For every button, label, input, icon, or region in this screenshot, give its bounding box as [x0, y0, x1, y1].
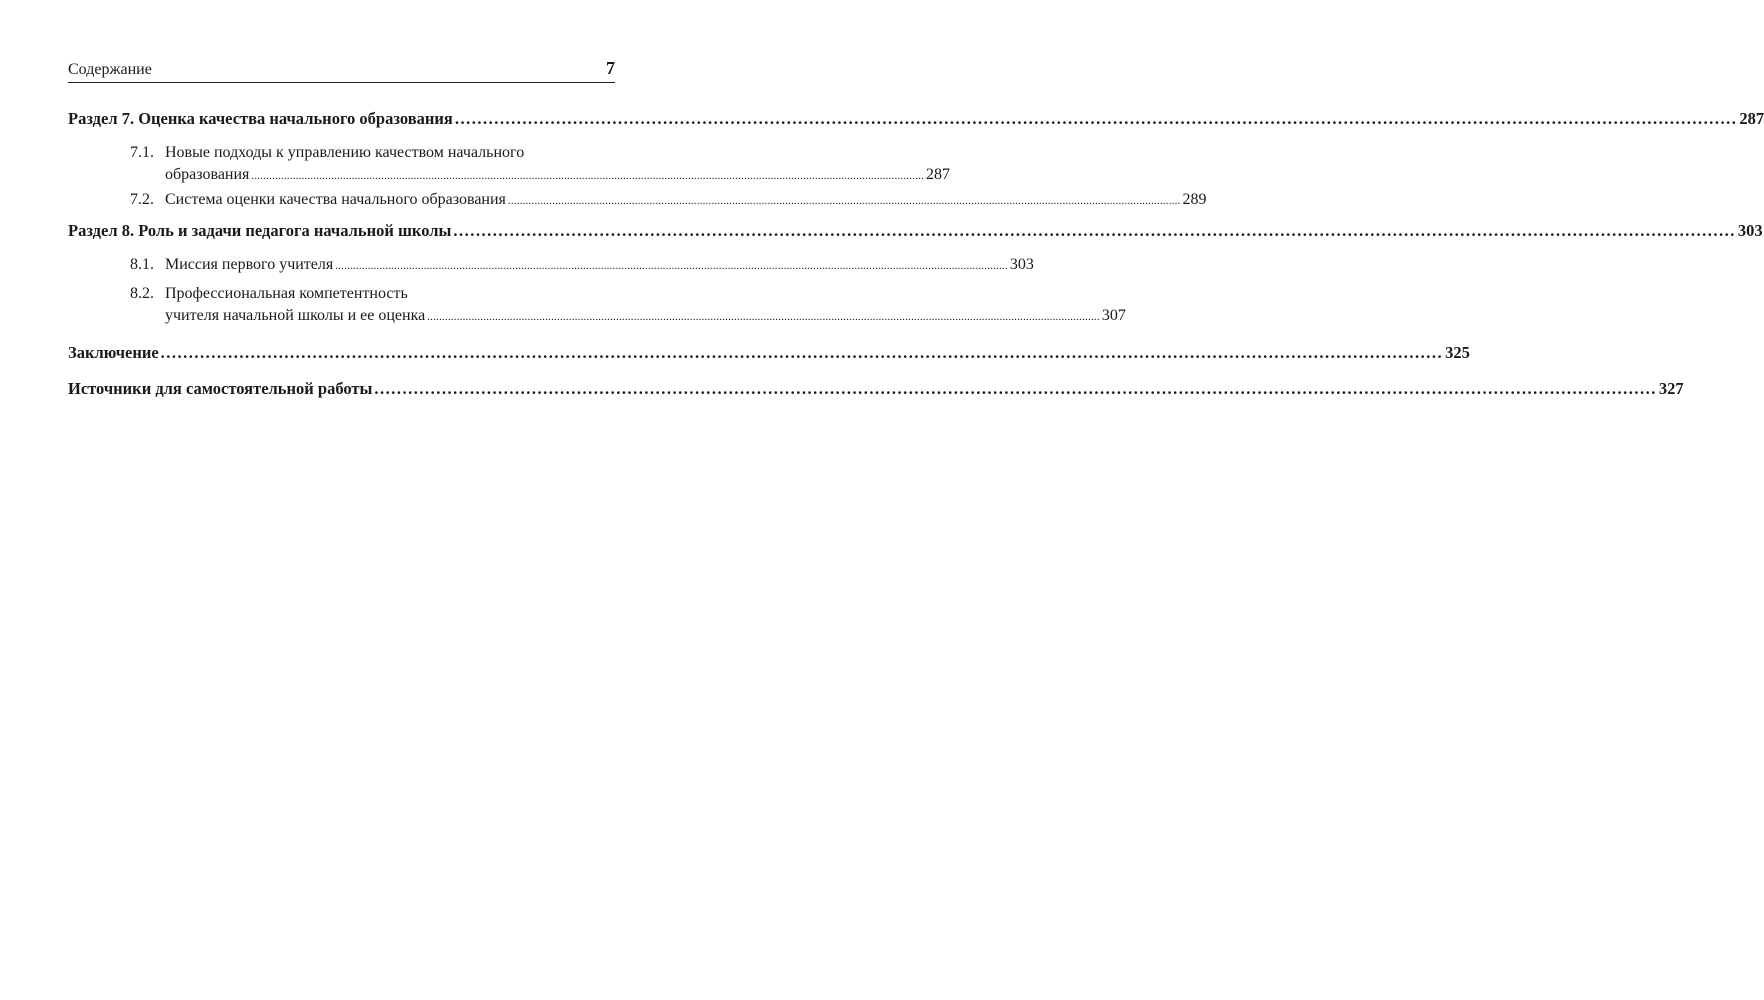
toc-page-number: 289	[1182, 191, 1207, 208]
toc-section-8[interactable]	[68, 220, 1763, 242]
leader-dots	[161, 342, 1444, 364]
toc-page-number: 325	[1445, 343, 1470, 362]
toc-item-8-2[interactable]	[68, 283, 1126, 328]
toc-item-number: 8.2.	[130, 285, 154, 302]
toc-section-title: Заключение	[68, 343, 159, 362]
leader-dots	[251, 165, 924, 187]
toc-item-title: Система оценки качества начального образования	[165, 191, 506, 208]
toc-conclusion[interactable]	[68, 342, 1470, 364]
toc-item-number: 7.1.	[130, 144, 154, 161]
toc-item-title: Миссия первого учителя	[165, 256, 334, 273]
toc-item-number: 7.2.	[130, 191, 154, 208]
toc-sources[interactable]	[68, 378, 1684, 400]
leader-dots	[427, 306, 1100, 328]
toc-page-number: 303	[1737, 221, 1763, 240]
toc-item-7-2[interactable]	[68, 189, 1207, 212]
leader-dots	[455, 108, 1738, 130]
toc-item-number: 8.1.	[130, 256, 154, 273]
toc-item-7-1[interactable]	[68, 142, 951, 187]
toc-page-number: 303	[1009, 256, 1034, 273]
leader-dots	[335, 255, 1008, 277]
toc-page-number: 287	[926, 166, 951, 183]
toc-item-8-1[interactable]	[68, 254, 1034, 277]
toc-section-7[interactable]	[68, 108, 1764, 132]
toc-section-title: Источники для самостоятельной работы	[68, 379, 373, 398]
toc-item-title-line1: Новые подходы к управлению качеством начального	[165, 144, 525, 161]
toc-item-title-line1: Профессиональная компетентность	[165, 285, 408, 302]
running-head	[68, 58, 615, 83]
table-of-contents	[68, 108, 1764, 400]
page-number: 7	[606, 58, 615, 78]
toc-page-number: 327	[1658, 379, 1684, 398]
leader-dots	[374, 378, 1657, 400]
toc-page-number: 287	[1739, 109, 1764, 128]
leader-dots	[453, 220, 1736, 242]
toc-item-title-line2: образования	[165, 166, 250, 183]
toc-section-title: Раздел 8. Роль и задачи педагога начальной школы	[68, 221, 452, 240]
running-head-title: Содержание	[68, 61, 152, 78]
toc-item-title-line2: учителя начальной школы и ее оценка	[165, 307, 426, 324]
leader-dots	[508, 190, 1181, 212]
toc-section-title: Раздел 7. Оценка качества начального образования	[68, 109, 453, 128]
toc-page-number: 307	[1101, 307, 1126, 324]
